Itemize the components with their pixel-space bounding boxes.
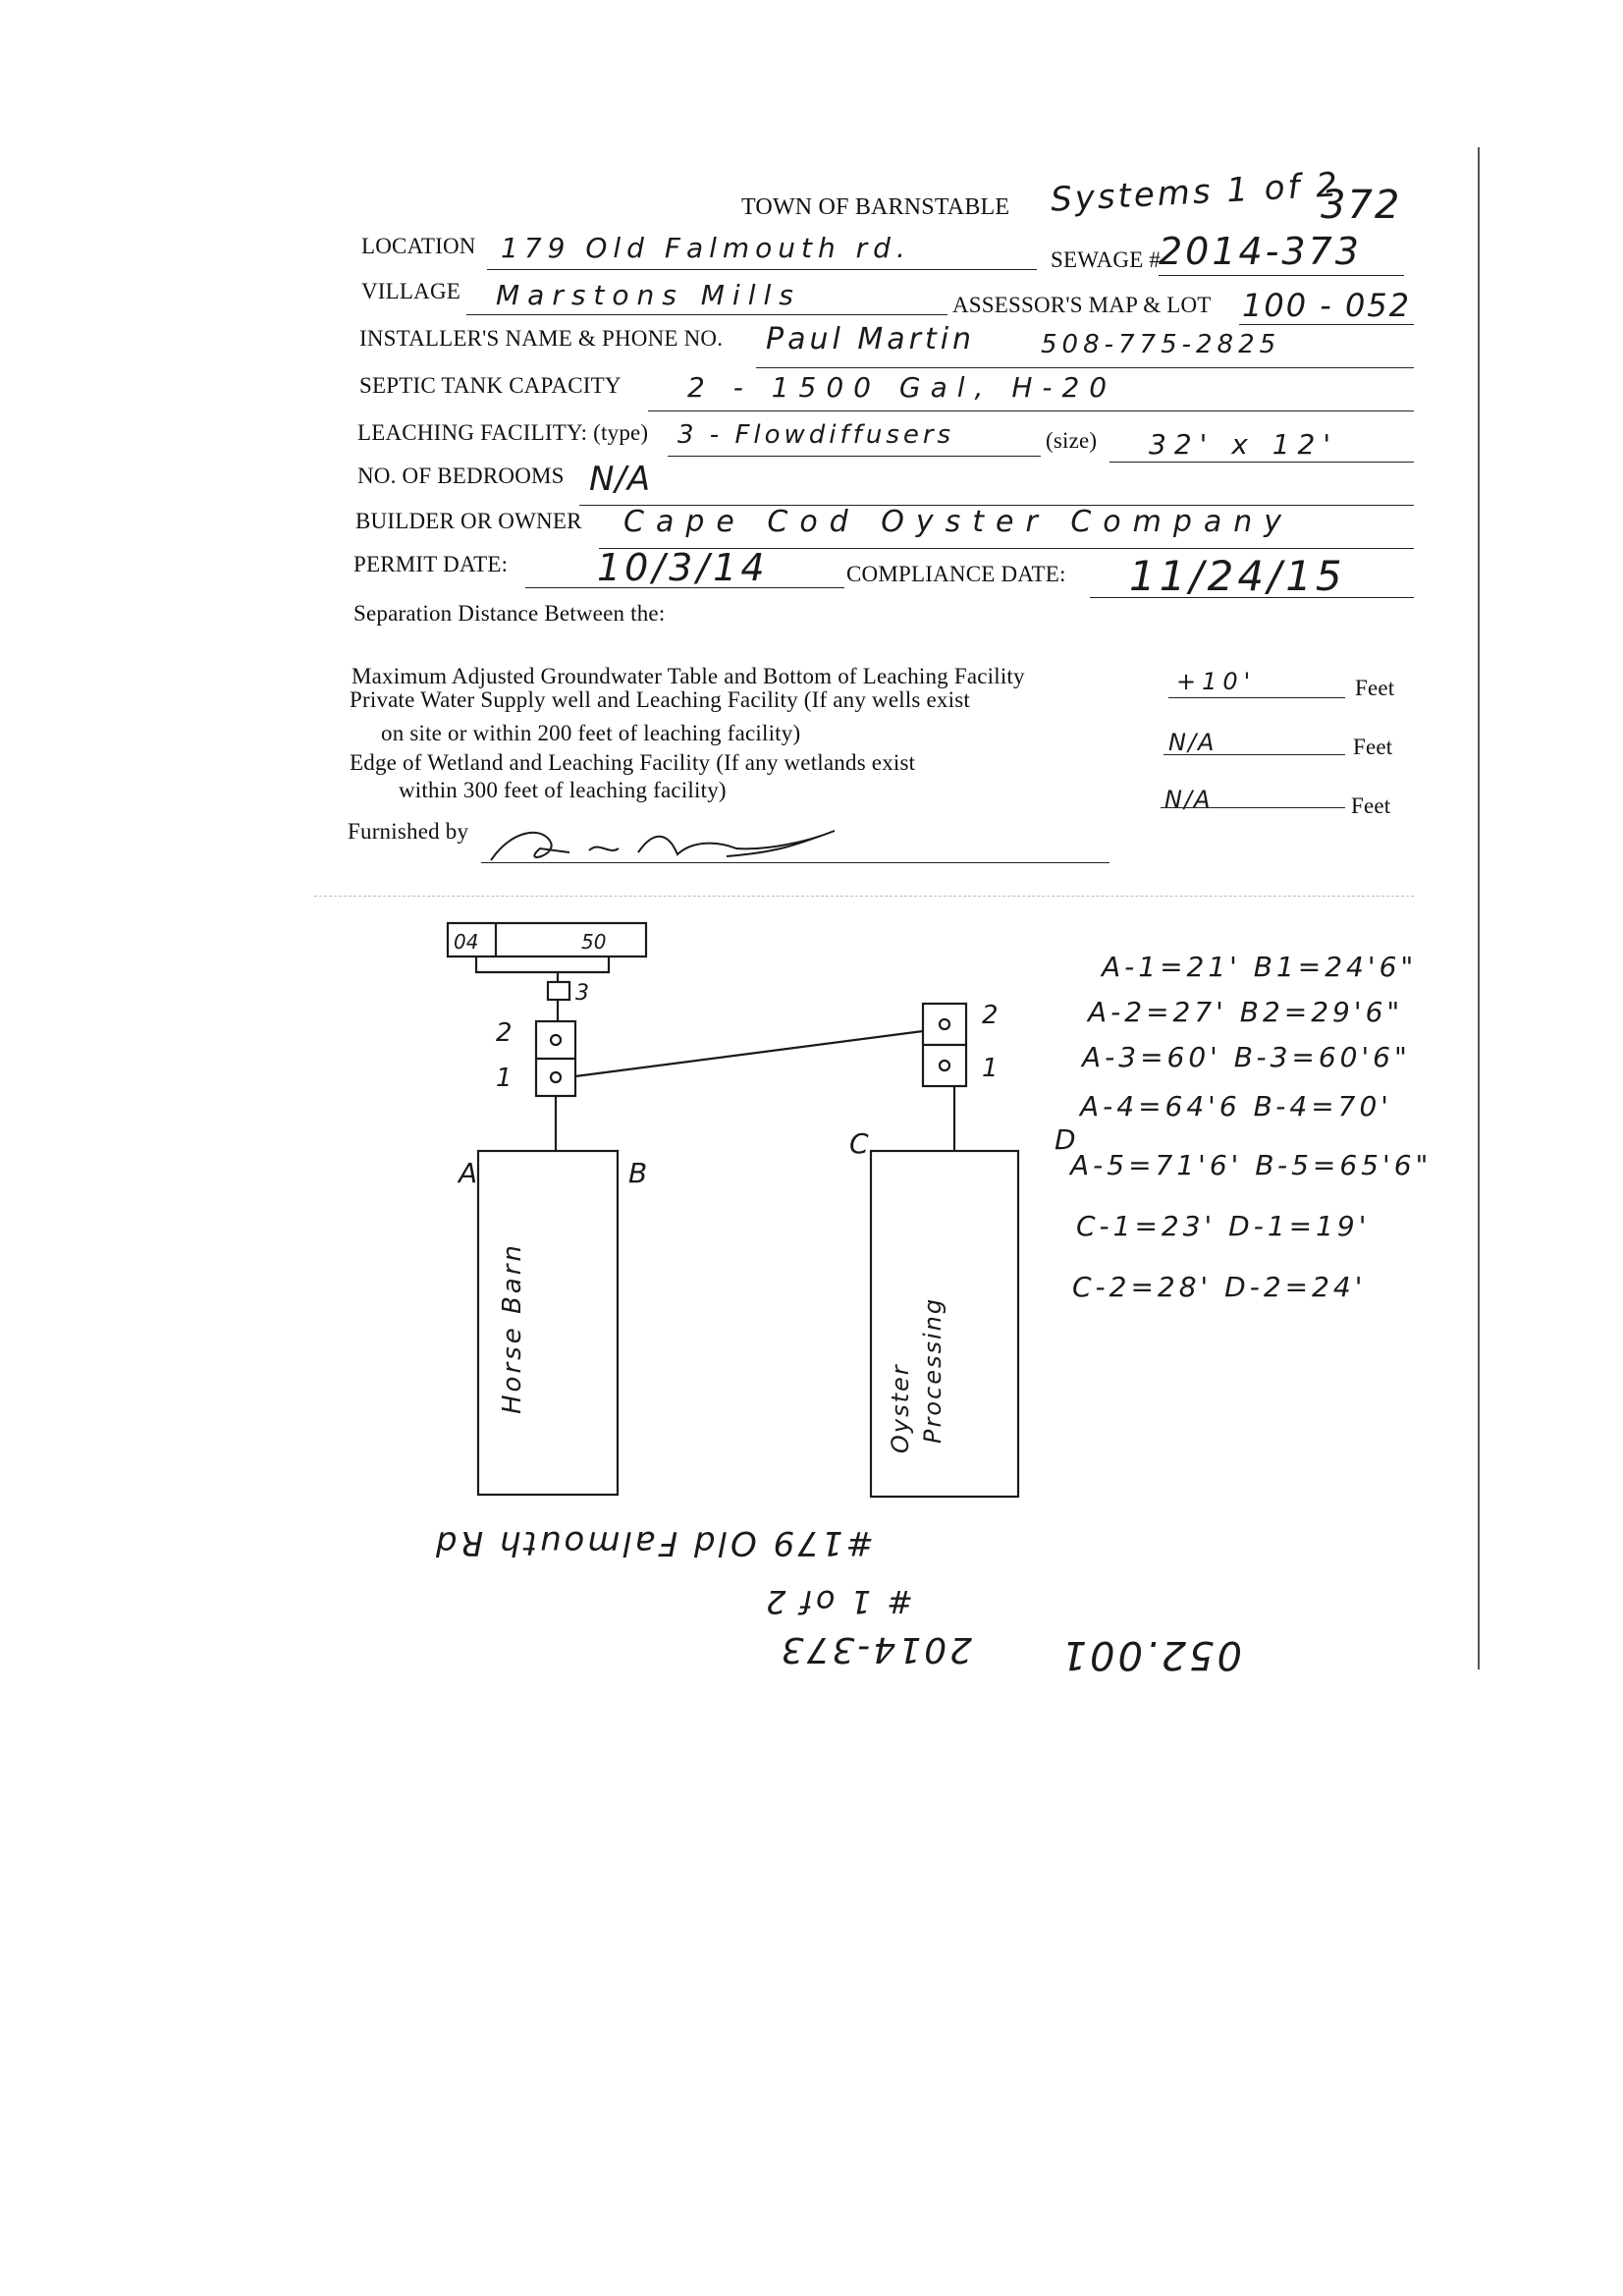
separation-line-3: on site or within 200 feet of leaching facility) <box>381 721 801 745</box>
building-horse-barn-label: Horse Barn <box>498 1242 527 1414</box>
feet-label-1: Feet <box>1355 676 1395 700</box>
sewage-label: SEWAGE # <box>1051 247 1162 272</box>
compliance-label: COMPLIANCE DATE: <box>846 562 1066 586</box>
furnished-label: Furnished by <box>348 819 469 844</box>
separation-value-groundwater: +10' <box>1176 668 1257 695</box>
size-value: 32' x 12' <box>1149 428 1339 461</box>
builder-label: BUILDER OR OWNER <box>355 509 582 533</box>
separation-line-2: Private Water Supply well and Leaching Facility (If any wells exist <box>350 687 970 712</box>
corner-d-label: D <box>1055 1123 1076 1156</box>
village-value: Marstons Mills <box>496 279 801 311</box>
separation-line-4: Edge of Wetland and Leaching Facility (If any wetlands exist <box>350 750 916 775</box>
footer-sewage-note: 2014-373 <box>778 1629 972 1669</box>
corner-b-label: B <box>628 1157 648 1189</box>
size-label: (size) <box>1046 428 1098 453</box>
page-number-annotation: 372 <box>1321 183 1402 228</box>
tie-in-3: A-3=60' B-3=60'6" <box>1082 1041 1411 1073</box>
builder-value: Cape Cod Oyster Company <box>623 505 1294 539</box>
permit-label: PERMIT DATE: <box>353 552 509 576</box>
septic-label: SEPTIC TANK CAPACITY <box>359 373 622 398</box>
corner-c-label: C <box>849 1127 869 1160</box>
assessor-label: ASSESSOR'S MAP & LOT <box>952 293 1212 317</box>
separation-line-1: Maximum Adjusted Groundwater Table and Bottom of Leaching Facility <box>352 664 1025 688</box>
tie-in-2: A-2=27' B2=29'6" <box>1088 996 1404 1028</box>
separation-line-5: within 300 feet of leaching facility) <box>399 778 727 802</box>
feet-label-3: Feet <box>1351 793 1391 818</box>
leaching-type-value: 3 - Flowdiffusers <box>677 420 955 450</box>
tank-a-top-label: 2 <box>496 1018 513 1048</box>
assessor-value: 100 - 052 <box>1242 287 1412 324</box>
tie-in-1: A-1=21' B1=24'6" <box>1102 951 1418 983</box>
separation-heading: Separation Distance Between the: <box>353 601 666 626</box>
installer-phone: 508-775-2825 <box>1041 330 1281 359</box>
bedrooms-value: N/A <box>589 460 652 499</box>
tee-label: 3 <box>575 981 589 1006</box>
tie-in-6: C-1=23' D-1=19' <box>1076 1210 1371 1242</box>
septic-value: 2 - 1500 Gal, H-20 <box>687 371 1117 404</box>
leaching-label: LEACHING FACILITY: (type) <box>357 420 649 445</box>
tank-b-bottom-label: 1 <box>982 1054 999 1083</box>
installer-label: INSTALLER'S NAME & PHONE NO. <box>359 326 724 351</box>
permit-value: 10/3/14 <box>597 546 769 589</box>
tee-box <box>548 982 569 1000</box>
tank-a-bottom-label: 1 <box>496 1064 513 1093</box>
installer-name: Paul Martin <box>766 322 976 356</box>
d-box-left-label: 04 <box>454 930 479 954</box>
separation-value-well: N/A <box>1168 729 1217 756</box>
d-box-right-label: 50 <box>581 930 607 954</box>
sewage-value: 2014-373 <box>1159 230 1362 273</box>
footer-address-note: #179 Old Falmouth Rd <box>433 1523 874 1562</box>
corner-a-label: A <box>459 1157 478 1189</box>
feet-label-2: Feet <box>1353 735 1393 759</box>
building-oyster-label-1: Oyster <box>887 1363 914 1453</box>
location-label: LOCATION <box>361 234 476 258</box>
village-label: VILLAGE <box>361 279 461 303</box>
location-value: 179 Old Falmouth rd. <box>501 232 911 264</box>
footer-page-note: # 1 of 2 <box>763 1583 913 1620</box>
systems-annotation: Systems 1 of 2 <box>1050 165 1341 220</box>
form-title: TOWN OF BARNSTABLE <box>741 194 1010 220</box>
tank-b-top-label: 2 <box>982 1001 999 1030</box>
bedrooms-label: NO. OF BEDROOMS <box>357 464 565 488</box>
building-oyster-label-2: Processing <box>919 1296 947 1444</box>
compliance-value: 11/24/15 <box>1129 552 1346 600</box>
separation-value-wetland: N/A <box>1164 786 1213 813</box>
footer-parcel-note: 052.001 <box>1058 1632 1242 1677</box>
tie-in-5: A-5=71'6' B-5=65'6" <box>1070 1149 1433 1181</box>
tie-in-7: C-2=28' D-2=24' <box>1072 1271 1367 1303</box>
tie-in-4: A-4=64'6 B-4=70' <box>1080 1090 1392 1122</box>
